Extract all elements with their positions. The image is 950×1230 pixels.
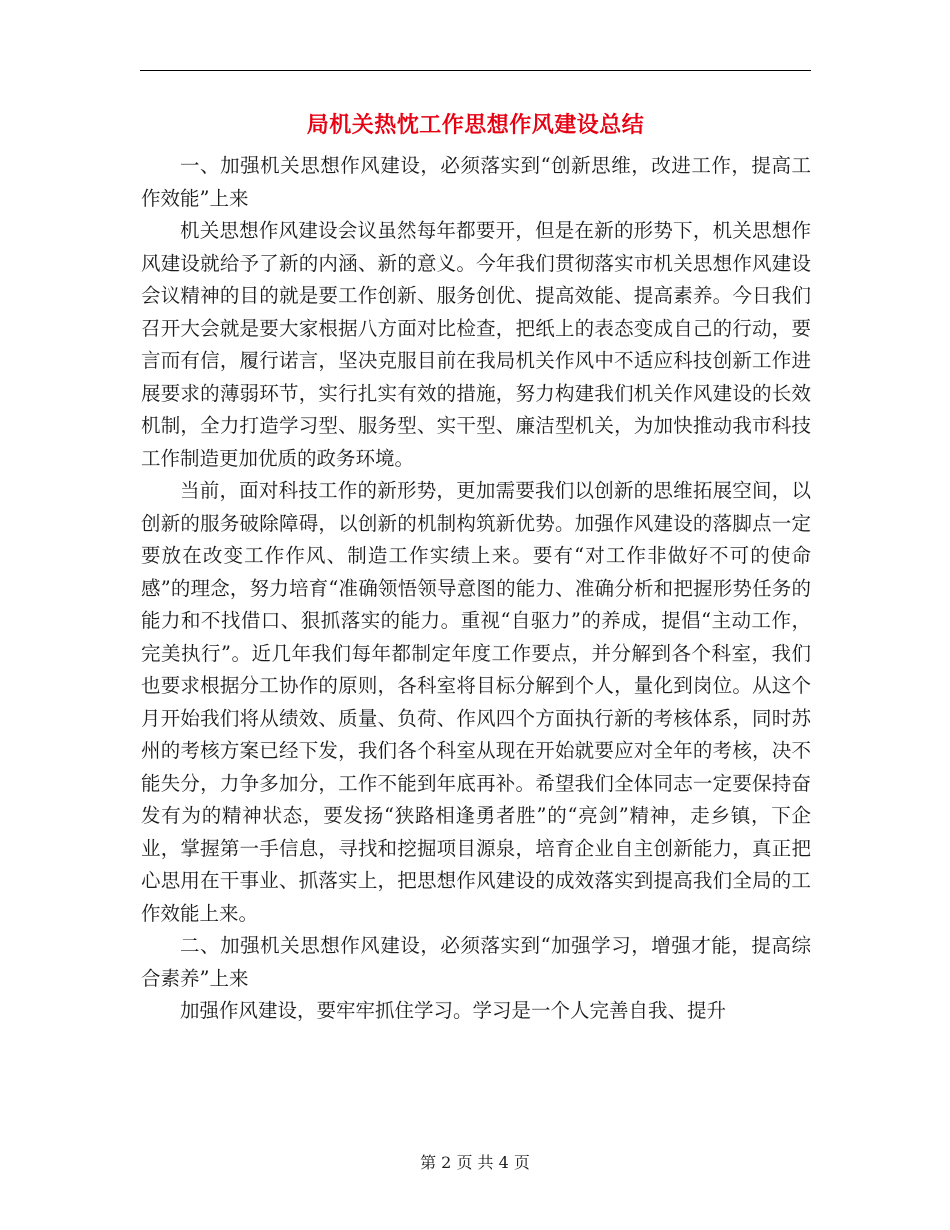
body-paragraph: 机关思想作风建设会议虽然每年都要开，但是在新的形势下，机关思想作风建设就给予了新的内涵、新的意义。今年我们贯彻落实市机关思想作风建设会议精神的目的就是要工作创新、服务创优、提高效能、提高素养。今日我们召开大会就是要大家根据八方面对比检查，把纸上的表态变成自己的行动，要言而有信，履行诺言，坚决克服目前在我局机关作风中不适应科技创新工作进展要求的薄弱环节，实行扎实有效的措施，努力构建我们机关作风建设的长效机制，全力打造学习型、服务型、实干型、廉洁型机关，为加快推动我市科技工作制造更加优质的政务环境。 <box>141 219 811 470</box>
header-rule <box>140 70 811 71</box>
body-paragraph: 加强作风建设，要牢牢抓住学习。学习是一个人完善自我、提升 <box>180 999 727 1022</box>
page-number: 第 2 页 共 4 页 <box>420 1153 530 1172</box>
section-heading-1: 一、加强机关思想作风建设，必须落实到“创新思维，改进工作，提高工作效能”上来 <box>141 154 811 210</box>
document-body <box>141 150 811 1028</box>
document-title: 局机关热忱工作思想作风建设总结 <box>306 113 645 138</box>
body-paragraph: 当前，面对科技工作的新形势，更加需要我们以创新的思维拓展空间，以创新的服务破除障碍，以创新的机制构筑新优势。加强作风建设的落脚点一定要放在改变工作作风、制造工作实绩上来。要有“对工作非做好不可的使命感”的理念，努力培育“准确领悟领导意图的能力、准确分析和把握形势任务的能力和不找借口、狠抓落实的能力。重视“自驱力”的养成，提倡“主动工作，完美执行”。近几年我们每年都制定年度工作要点，并分解到各个科室，我们也要求根据分工协作的原则，各科室将目标分解到个人，量化到岗位。从这个月开始我们将从绩效、质量、负荷、作风四个方面执行新的考核体系，同时苏州的考核方案已经下发，我们各个科室从现在开始就要应对全年的考核，决不能失分，力争多加分，工作不能到年底再补。希望我们全体同志一定要保持奋发有为的精神状态，要发扬“狭路相逢勇者胜”的“亮剑”精神，走乡镇，下企业，掌握第一手信息，寻找和挖掘项目源泉，培育企业自主创新能力，真正把心思用在干事业、抓落实上，把思想作风建设的成效落实到提高我们全局的工作效能上来。 <box>141 479 811 925</box>
section-heading-2: 二、加强机关思想作风建设，必须落实到“加强学习，增强才能，提高综合素养”上来 <box>141 934 811 990</box>
